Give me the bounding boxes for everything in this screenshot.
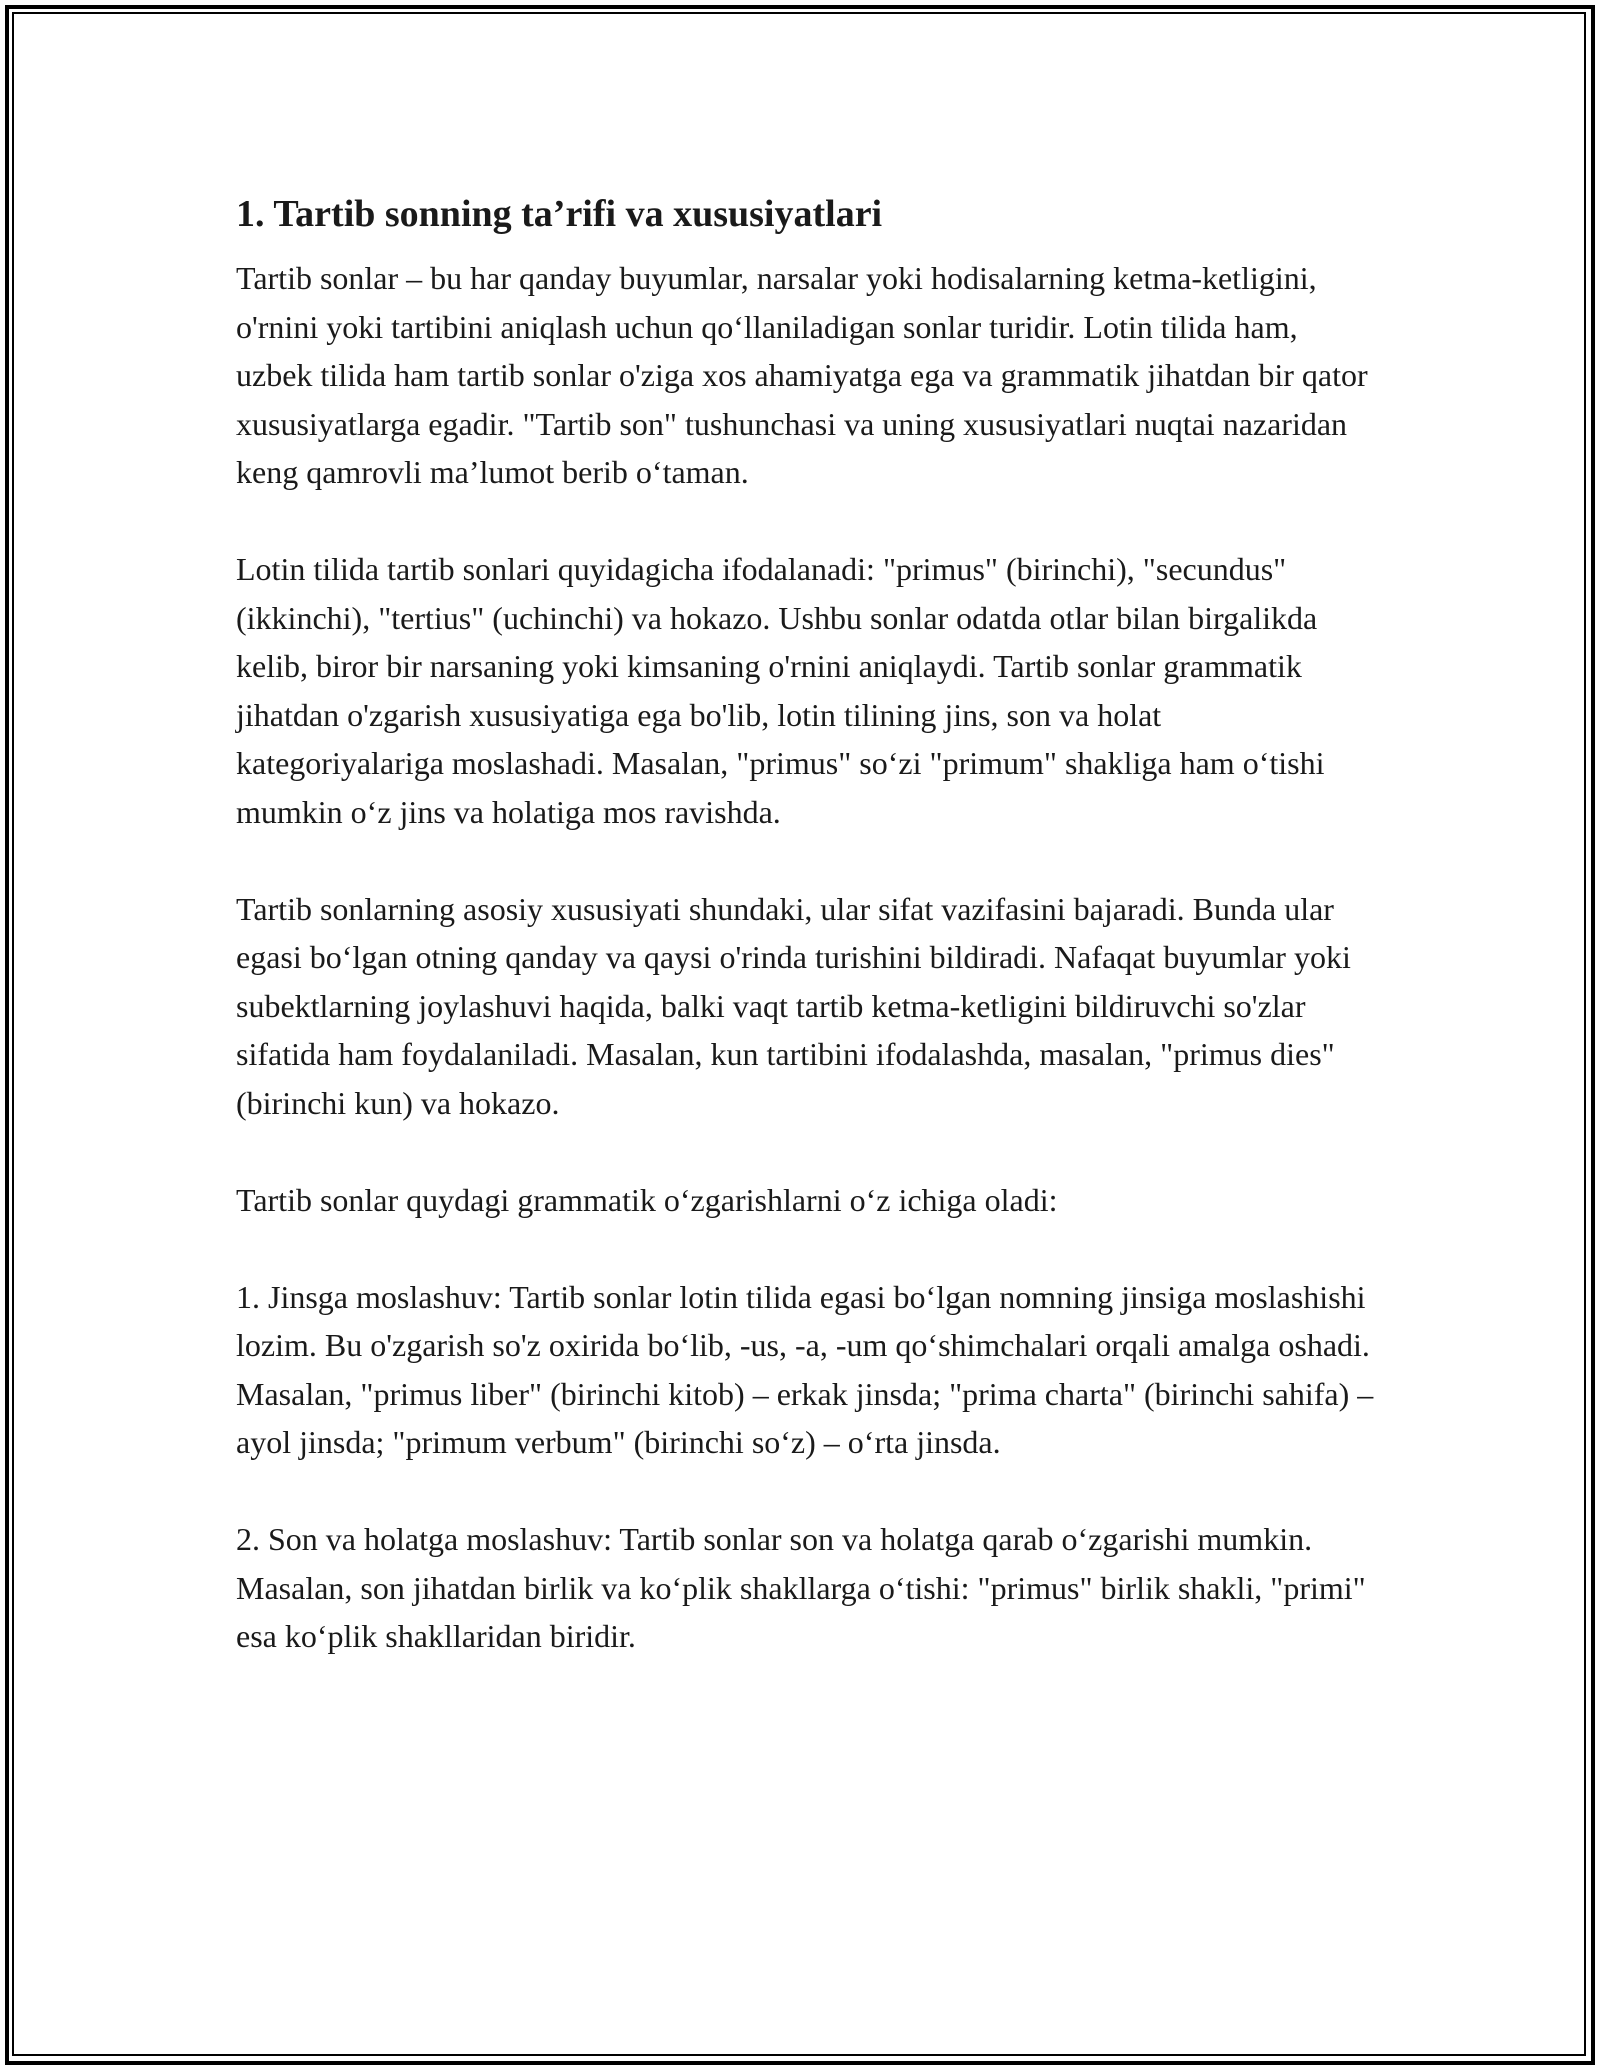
paragraph-main-feature: Tartib sonlarning asosiy xususiyati shundaki, ular sifat vazifasini bajaradi. Bunda ular egasi bo‘lgan otning qanday va qaysi o'rinda turishini bildiradi. Nafaqat buyumlar yoki subektlarning joylashuvi haqida, balki vaqt tartib ketma-ketligini bildiruvchi so'zlar sifatida ham foydalaniladi. Masalan, kun tartibini ifodalashda, masalan, "primus dies" (birinchi kun) va hokazo. bbox=[236, 890, 1351, 1121]
paragraph-gender-agreement: 1. Jinsga moslashuv: Tartib sonlar lotin tilida egasi bo‘lgan nomning jinsiga moslashishi lozim. Bu o'zgarish so'z oxirida bo‘lib, -us, -a, -um qo‘shimchalari orqali amalga oshadi. Masalan, "primus liber" (birinchi kitob) – erkak jinsda; "prima charta" (birinchi sahifa) – ayol jinsda; "primum verbum" (birinchi so‘z) – o‘rta jinsda. bbox=[236, 1278, 1374, 1460]
section-heading: 1. Tartib sonning ta’rifi va xususiyatlari bbox=[236, 193, 883, 235]
paragraph-number-case-agreement: 2. Son va holatga moslashuv: Tartib sonlar son va holatga qarab o‘zgarishi mumkin. Masalan, son jihatdan birlik va ko‘plik shakllarga o‘tishi: "primus" birlik shakli, "primi" esa ko‘plik shakllaridan biridir. bbox=[236, 1521, 1366, 1654]
document-body bbox=[236, 186, 1376, 1709]
paragraph-definition: Tartib sonlar – bu har qanday buyumlar, narsalar yoki hodisalarning ketma-ketligini, o'rnini yoki tartibini aniqlash uchun qo‘llaniladigan sonlar turidir. Lotin tilida ham, uzbek tilida ham tartib sonlar o'ziga xos ahamiyatga ega va grammatik jihatdan bir qator xususiyatlarga egadir. "Tartib son" tushunchasi va uning xususiyatlari nuqtai nazaridan keng qamrovli ma’lumot berib o‘taman. bbox=[236, 260, 1368, 490]
paragraph-latin-forms: Lotin tilida tartib sonlari quyidagicha ifodalanadi: "primus" (birinchi), "secundus" (ikkinchi), "tertius" (uchinchi) va hokazo. Ushbu sonlar odatda otlar bilan birgalikda kelib, biror bir narsaning yoki kimsaning o'rnini aniqlaydi. Tartib sonlar grammatik jihatdan o'zgarish xususiyatiga ega bo'lib, lotin tilining jins, son va holat kategoriyalariga moslashadi. Masalan, "primus" so‘zi "primum" shakliga ham o‘tishi mumkin o‘z jins va holatiga mos ravishda. bbox=[236, 551, 1325, 830]
paragraph-changes-intro: Tartib sonlar quydagi grammatik o‘zgarishlarni o‘z ichiga oladi: bbox=[236, 1181, 1058, 1218]
